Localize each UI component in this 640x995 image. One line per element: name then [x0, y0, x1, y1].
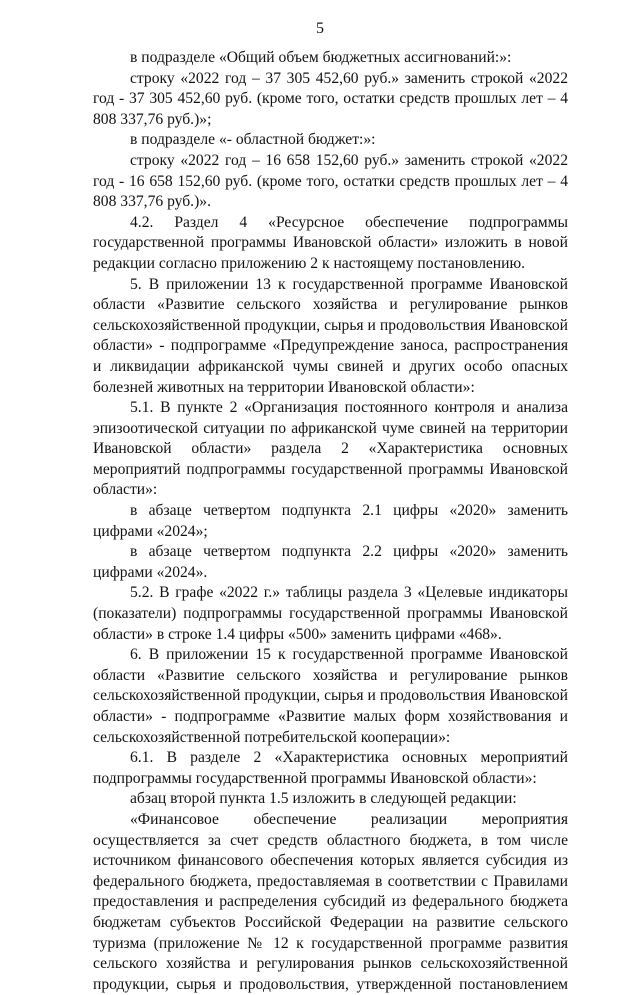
document-body	[93, 48, 568, 995]
page-number: 5	[316, 20, 324, 37]
paragraph: в абзаце четвертом подпункта 2.1 цифры «2020» заменить цифрами «2024»;	[93, 502, 568, 540]
paragraph: 5.1. В пункте 2 «Организация постоянного контроля и анализа эпизоотической ситуации по африканской чуме свиней на территории Ивановской области» раздела 2 «Характеристика основных мероприятий подпрограммы государственной программы Ивановской области»:	[93, 399, 568, 499]
paragraph: абзац второй пункта 1.5 изложить в следующей редакции:	[130, 790, 517, 808]
paragraph: 4.2. Раздел 4 «Ресурсное обеспечение подпрограммы государственной программы Ивановской области» изложить в новой редакции согласно приложению 2 к настоящему постановлению.	[93, 213, 568, 272]
paragraph: 5.2. В графе «2022 г.» таблицы раздела 3 «Целевые индикаторы (показатели) подпрограммы государственной программы Ивановской области» в строке 1.4 цифры «500» заменить цифрами «468».	[93, 584, 568, 643]
paragraph: 6. В приложении 15 к государственной программе Ивановской области «Развитие сельского хозяйства и регулирование рынков сельскохозяйственной продукции, сырья и продовольствия Ивановской области» - подпрограмме «Развитие малых форм хозяйствования и сельскохозяйственной потребительской кооперации»:	[93, 646, 568, 746]
paragraph: строку «2022 год – 16 658 152,60 руб.» заменить строкой «2022 год - 16 658 152,60 руб. (кроме того, остатки средств прошлых лет – 4 808 337,76 руб.)».	[93, 151, 568, 211]
paragraph: в подразделе «Общий объем бюджетных ассигнований:»:	[130, 49, 512, 66]
paragraph: в подразделе «- областной бюджет:»:	[130, 131, 376, 149]
paragraph: в абзаце четвертом подпункта 2.2 цифры «2020» заменить цифрами «2024».	[93, 543, 568, 581]
paragraph: 5. В приложении 13 к государственной программе Ивановской области «Развитие сельского хозяйства и регулирование рынков сельскохозяйственной продукции, сырья и продовольствия Ивановской области» - подпрограмме «Предупреждение заноса, распространения и ликвидации африканской чумы свиней и других особо опасных болезней животных на территории Ивановской области»:	[93, 275, 568, 396]
paragraph: 6.1. В разделе 2 «Характеристика основных мероприятий подпрограммы государственной программы Ивановской области»:	[93, 749, 568, 787]
paragraph: строку «2022 год – 37 305 452,60 руб.» заменить строкой «2022 год - 37 305 452,60 руб. (кроме того, остатки средств прошлых лет – 4 808 337,76 руб.)»;	[93, 69, 568, 128]
paragraph: «Финансовое обеспечение реализации мероприятия осуществляется за счет средств областного бюджета, в том числе источником финансового обеспечения которых является субсидия из федерального бюджета, предоставляемая в соответствии с Правилами предоставления и распределения субсидий из федерального бюджета бюджетам субъектов Российской Федерации на развитие сельского туризма (приложение № 12 к государственной программе развития сельского хозяйства и регулирования рынков сельскохозяйственной продукции, сырья и продовольствия, утвержденной постановлением	[93, 810, 568, 993]
